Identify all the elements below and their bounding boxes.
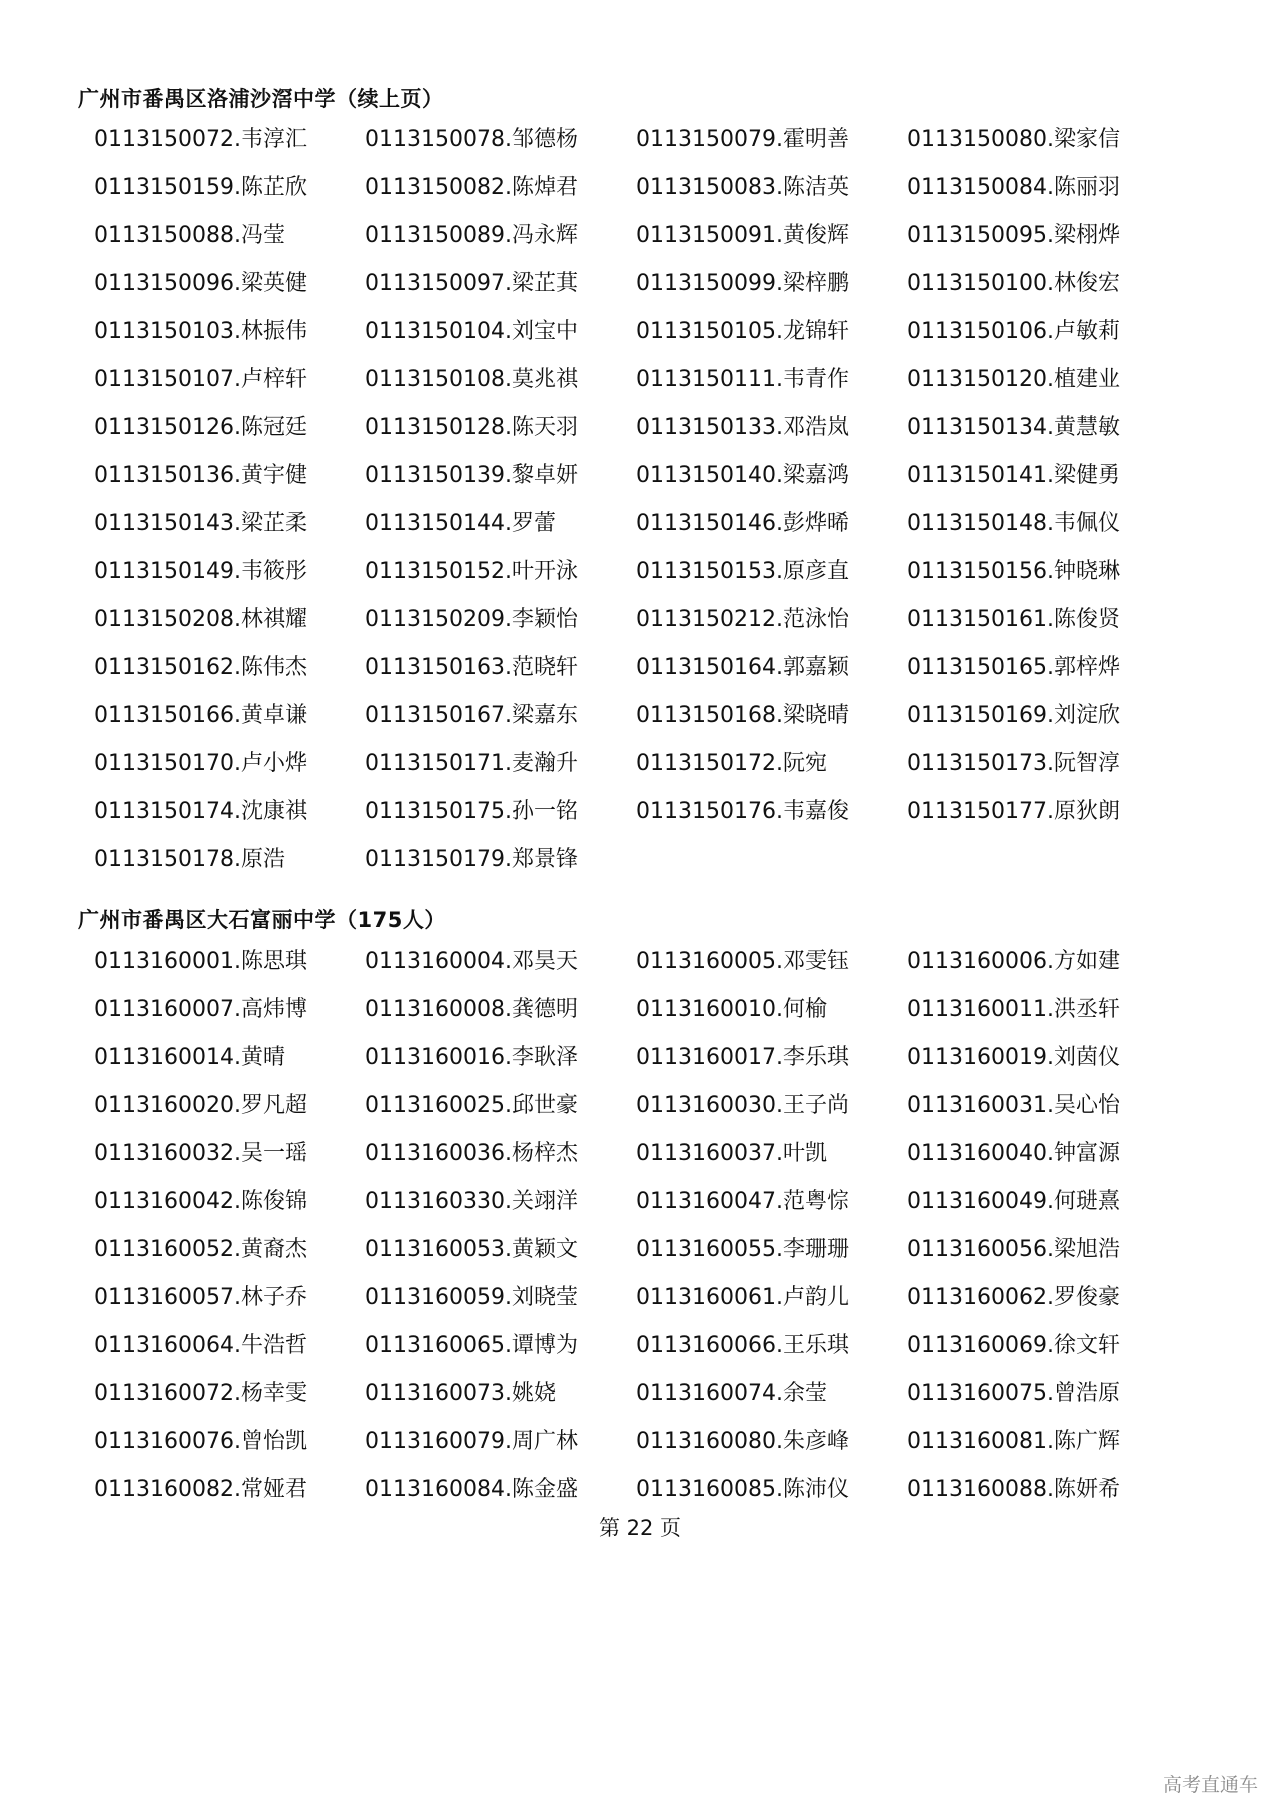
student-entry: 0113160025.邱世豪 bbox=[365, 1093, 578, 1118]
student-entry: 0113150170.卢小烨 bbox=[94, 751, 307, 776]
student-entry: 0113160019.刘茵仪 bbox=[907, 1045, 1120, 1070]
student-entry: 0113160049.何琎熹 bbox=[907, 1189, 1120, 1214]
student-entry: 0113150079.霍明善 bbox=[636, 127, 849, 152]
student-entry: 0113160040.钟富源 bbox=[907, 1141, 1120, 1166]
student-entry: 0113150178.原浩 bbox=[94, 847, 285, 872]
student-entry: 0113160074.余莹 bbox=[636, 1381, 827, 1406]
section-title-luopu: 广州市番禺区洛浦沙滘中学（续上页） bbox=[78, 87, 444, 111]
student-entry: 0113150078.邹德杨 bbox=[365, 127, 578, 152]
student-entry: 0113160073.姚娆 bbox=[365, 1381, 556, 1406]
student-entry: 0113160059.刘晓莹 bbox=[365, 1285, 578, 1310]
student-entry: 0113160010.何榆 bbox=[636, 997, 827, 1022]
student-entry: 0113150165.郭梓烨 bbox=[907, 655, 1120, 680]
student-entry: 0113160080.朱彦峰 bbox=[636, 1429, 849, 1454]
student-entry: 0113160081.陈广辉 bbox=[907, 1429, 1120, 1454]
student-entry: 0113150174.沈康祺 bbox=[94, 799, 307, 824]
student-entry: 0113150133.邓浩岚 bbox=[636, 415, 849, 440]
student-entry: 0113160066.王乐琪 bbox=[636, 1333, 849, 1358]
student-entry: 0113150141.梁健勇 bbox=[907, 463, 1120, 488]
student-entry: 0113160088.陈妍希 bbox=[907, 1477, 1120, 1502]
student-entry: 0113150156.钟晓琳 bbox=[907, 559, 1120, 584]
student-list-luopu bbox=[94, 116, 1178, 884]
student-entry: 0113150106.卢敏莉 bbox=[907, 319, 1120, 344]
student-entry: 0113150097.梁芷萁 bbox=[365, 271, 578, 296]
student-entry: 0113160032.吴一瑶 bbox=[94, 1141, 307, 1166]
student-entry: 0113150153.原彦直 bbox=[636, 559, 849, 584]
student-entry: 0113150134.黄慧敏 bbox=[907, 415, 1120, 440]
student-entry: 0113150161.陈俊贤 bbox=[907, 607, 1120, 632]
student-entry: 0113160084.陈金盛 bbox=[365, 1477, 578, 1502]
student-entry: 0113150209.李颖怡 bbox=[365, 607, 578, 632]
student-entry: 0113160065.谭博为 bbox=[365, 1333, 578, 1358]
student-entry: 0113150120.植建业 bbox=[907, 367, 1120, 392]
student-entry: 0113160031.吴心怡 bbox=[907, 1093, 1120, 1118]
student-entry: 0113160004.邓昊天 bbox=[365, 949, 578, 974]
page-number: 第 22 页 bbox=[598, 1516, 682, 1540]
student-entry: 0113150143.梁芷柔 bbox=[94, 511, 307, 536]
student-entry: 0113150084.陈丽羽 bbox=[907, 175, 1120, 200]
student-entry: 0113160072.杨幸雯 bbox=[94, 1381, 307, 1406]
student-entry: 0113150139.黎卓妍 bbox=[365, 463, 578, 488]
student-entry: 0113150108.莫兆祺 bbox=[365, 367, 578, 392]
student-entry: 0113160082.常娅君 bbox=[94, 1477, 307, 1502]
student-entry: 0113150168.梁晓晴 bbox=[636, 703, 849, 728]
student-entry: 0113150082.陈焯君 bbox=[365, 175, 578, 200]
student-entry: 0113150105.龙锦轩 bbox=[636, 319, 849, 344]
student-entry: 0113150176.韦嘉俊 bbox=[636, 799, 849, 824]
student-entry: 0113160055.李珊珊 bbox=[636, 1237, 849, 1262]
student-list-dashi bbox=[94, 938, 1178, 1514]
student-entry: 0113150089.冯永辉 bbox=[365, 223, 578, 248]
student-entry: 0113150173.阮智淳 bbox=[907, 751, 1120, 776]
student-entry: 0113160047.范粤悰 bbox=[636, 1189, 849, 1214]
student-entry: 0113160075.曾浩原 bbox=[907, 1381, 1120, 1406]
student-entry: 0113150169.刘淀欣 bbox=[907, 703, 1120, 728]
student-entry: 0113150111.韦青作 bbox=[636, 367, 849, 392]
watermark: 高考直通车 bbox=[1162, 1774, 1258, 1796]
student-entry: 0113160053.黄颖文 bbox=[365, 1237, 578, 1262]
student-entry: 0113160056.梁旭浩 bbox=[907, 1237, 1120, 1262]
student-entry: 0113150136.黄宇健 bbox=[94, 463, 307, 488]
student-entry: 0113150099.梁梓鹏 bbox=[636, 271, 849, 296]
student-entry: 0113150166.黄卓谦 bbox=[94, 703, 307, 728]
student-entry: 0113160085.陈沛仪 bbox=[636, 1477, 849, 1502]
student-entry: 0113160016.李耿泽 bbox=[365, 1045, 578, 1070]
student-entry: 0113160330.关翊洋 bbox=[365, 1189, 578, 1214]
student-entry: 0113150091.黄俊辉 bbox=[636, 223, 849, 248]
student-entry: 0113160008.龚德明 bbox=[365, 997, 578, 1022]
student-entry: 0113150208.林祺耀 bbox=[94, 607, 307, 632]
student-entry: 0113150162.陈伟杰 bbox=[94, 655, 307, 680]
student-entry: 0113150164.郭嘉颖 bbox=[636, 655, 849, 680]
student-entry: 0113150128.陈天羽 bbox=[365, 415, 578, 440]
student-entry: 0113160079.周广林 bbox=[365, 1429, 578, 1454]
student-entry: 0113150148.韦佩仪 bbox=[907, 511, 1120, 536]
student-entry: 0113160037.叶凯 bbox=[636, 1141, 827, 1166]
student-entry: 0113160036.杨梓杰 bbox=[365, 1141, 578, 1166]
student-entry: 0113160076.曾怡凯 bbox=[94, 1429, 307, 1454]
student-entry: 0113160005.邓雯钰 bbox=[636, 949, 849, 974]
student-entry: 0113150096.梁英健 bbox=[94, 271, 307, 296]
student-entry: 0113160020.罗凡超 bbox=[94, 1093, 307, 1118]
student-entry: 0113160064.牛浩哲 bbox=[94, 1333, 307, 1358]
student-entry: 0113150107.卢梓轩 bbox=[94, 367, 307, 392]
student-entry: 0113150159.陈芷欣 bbox=[94, 175, 307, 200]
student-entry: 0113150149.韦筱彤 bbox=[94, 559, 307, 584]
student-entry: 0113150104.刘宝中 bbox=[365, 319, 578, 344]
student-entry: 0113150144.罗蕾 bbox=[365, 511, 556, 536]
student-entry: 0113160052.黄裔杰 bbox=[94, 1237, 307, 1262]
student-entry: 0113150179.郑景锋 bbox=[365, 847, 578, 872]
student-entry: 0113160042.陈俊锦 bbox=[94, 1189, 307, 1214]
student-entry: 0113150103.林振伟 bbox=[94, 319, 307, 344]
student-entry: 0113150177.原狄朗 bbox=[907, 799, 1120, 824]
student-entry: 0113150163.范晓轩 bbox=[365, 655, 578, 680]
student-entry: 0113160014.黄晴 bbox=[94, 1045, 285, 1070]
student-entry: 0113150072.韦淳汇 bbox=[94, 127, 307, 152]
student-entry: 0113160006.方如建 bbox=[907, 949, 1120, 974]
student-entry: 0113150095.梁栩烨 bbox=[907, 223, 1120, 248]
student-entry: 0113150172.阮宛 bbox=[636, 751, 827, 776]
student-entry: 0113160007.高炜博 bbox=[94, 997, 307, 1022]
student-entry: 0113160062.罗俊豪 bbox=[907, 1285, 1120, 1310]
student-entry: 0113160001.陈思琪 bbox=[94, 949, 307, 974]
student-entry: 0113150212.范泳怡 bbox=[636, 607, 849, 632]
section-title-dashi: 广州市番禺区大石富丽中学（175人） bbox=[78, 908, 446, 932]
student-entry: 0113150088.冯莹 bbox=[94, 223, 285, 248]
student-entry: 0113150171.麦瀚升 bbox=[365, 751, 578, 776]
student-entry: 0113160069.徐文轩 bbox=[907, 1333, 1120, 1358]
student-entry: 0113150167.梁嘉东 bbox=[365, 703, 578, 728]
student-entry: 0113150140.梁嘉鸿 bbox=[636, 463, 849, 488]
student-entry: 0113160061.卢韵儿 bbox=[636, 1285, 849, 1310]
student-entry: 0113160011.洪丞轩 bbox=[907, 997, 1120, 1022]
student-entry: 0113150083.陈洁英 bbox=[636, 175, 849, 200]
student-entry: 0113150146.彭烨晞 bbox=[636, 511, 849, 536]
student-entry: 0113150080.梁家信 bbox=[907, 127, 1120, 152]
student-entry: 0113150175.孙一铭 bbox=[365, 799, 578, 824]
student-entry: 0113150126.陈冠廷 bbox=[94, 415, 307, 440]
student-entry: 0113160017.李乐琪 bbox=[636, 1045, 849, 1070]
student-entry: 0113160057.林子乔 bbox=[94, 1285, 307, 1310]
student-entry: 0113150152.叶开泳 bbox=[365, 559, 578, 584]
student-entry: 0113150100.林俊宏 bbox=[907, 271, 1120, 296]
student-entry: 0113160030.王子尚 bbox=[636, 1093, 849, 1118]
